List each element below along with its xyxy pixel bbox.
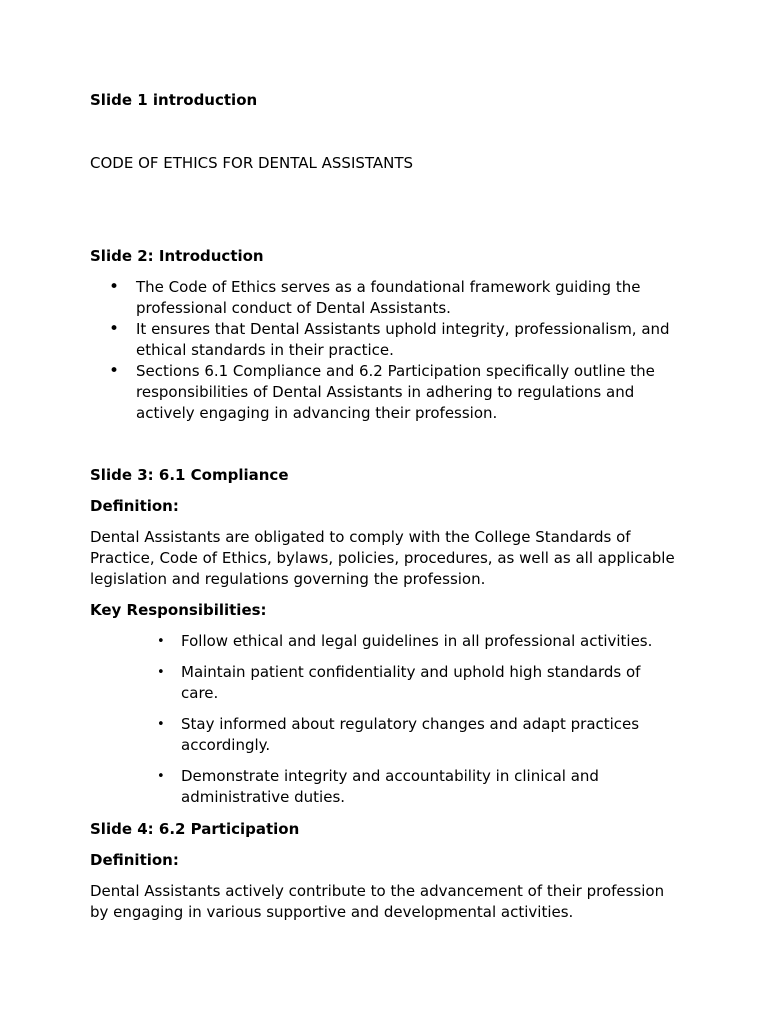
slide2-heading: Slide 2: Introduction — [90, 247, 264, 265]
slide2-bullet-list — [90, 277, 690, 424]
slide4-definition-label: Definition: — [90, 851, 179, 869]
responsibility-text: Follow ethical and legal guidelines in all professional activities. — [181, 632, 653, 650]
slide3-responsibilities-label: Key Responsibilities: — [90, 601, 267, 619]
bullet-icon: • — [157, 665, 165, 680]
list-item — [90, 714, 651, 756]
bullet-icon: • — [109, 319, 120, 339]
slide2-bullet-text: Sections 6.1 Compliance and 6.2 Participation specifically outline the responsibilities of Dental Assistants in adhering to regulations and actively engaging in advancing their profession. — [136, 362, 655, 422]
responsibility-text: Stay informed about regulatory changes and adapt practices accordingly. — [181, 715, 640, 754]
slide2-bullet-text: The Code of Ethics serves as a foundational framework guiding the professional conduct of Dental Assistants. — [136, 278, 641, 317]
bullet-icon: • — [109, 361, 120, 381]
responsibility-text: Demonstrate integrity and accountability in clinical and administrative duties. — [181, 767, 599, 806]
list-item — [90, 361, 681, 424]
slide1-heading: Slide 1 introduction — [90, 91, 258, 109]
list-item — [90, 662, 651, 704]
slide4-heading: Slide 4: 6.2 Participation — [90, 820, 300, 838]
slide2-bullet-text: It ensures that Dental Assistants uphold integrity, professionalism, and ethical standards in their practice. — [136, 320, 670, 359]
list-item — [90, 631, 671, 652]
responsibility-text: Maintain patient confidentiality and uphold high standards of care. — [181, 663, 641, 702]
slide4-definition-text: Dental Assistants actively contribute to the advancement of their profession by engaging in various supportive and developmental activities. — [90, 882, 665, 921]
bullet-icon: • — [157, 717, 165, 732]
list-item — [90, 766, 651, 808]
slide3-heading: Slide 3: 6.1 Compliance — [90, 466, 289, 484]
slide3-definition-text: Dental Assistants are obligated to comply with the College Standards of Practice, Code of Ethics, bylaws, policies, procedures, as well as all applicable legislation and regulations governing the profession. — [90, 528, 675, 588]
slide3-definition-label: Definition: — [90, 497, 179, 515]
bullet-icon: • — [109, 277, 120, 297]
bullet-icon: • — [157, 769, 165, 784]
slide3-responsibilities-list — [90, 631, 690, 818]
list-item — [90, 277, 696, 319]
list-item — [90, 319, 681, 361]
slide1-title: CODE OF ETHICS FOR DENTAL ASSISTANTS — [90, 154, 414, 172]
bullet-icon: • — [157, 634, 165, 649]
